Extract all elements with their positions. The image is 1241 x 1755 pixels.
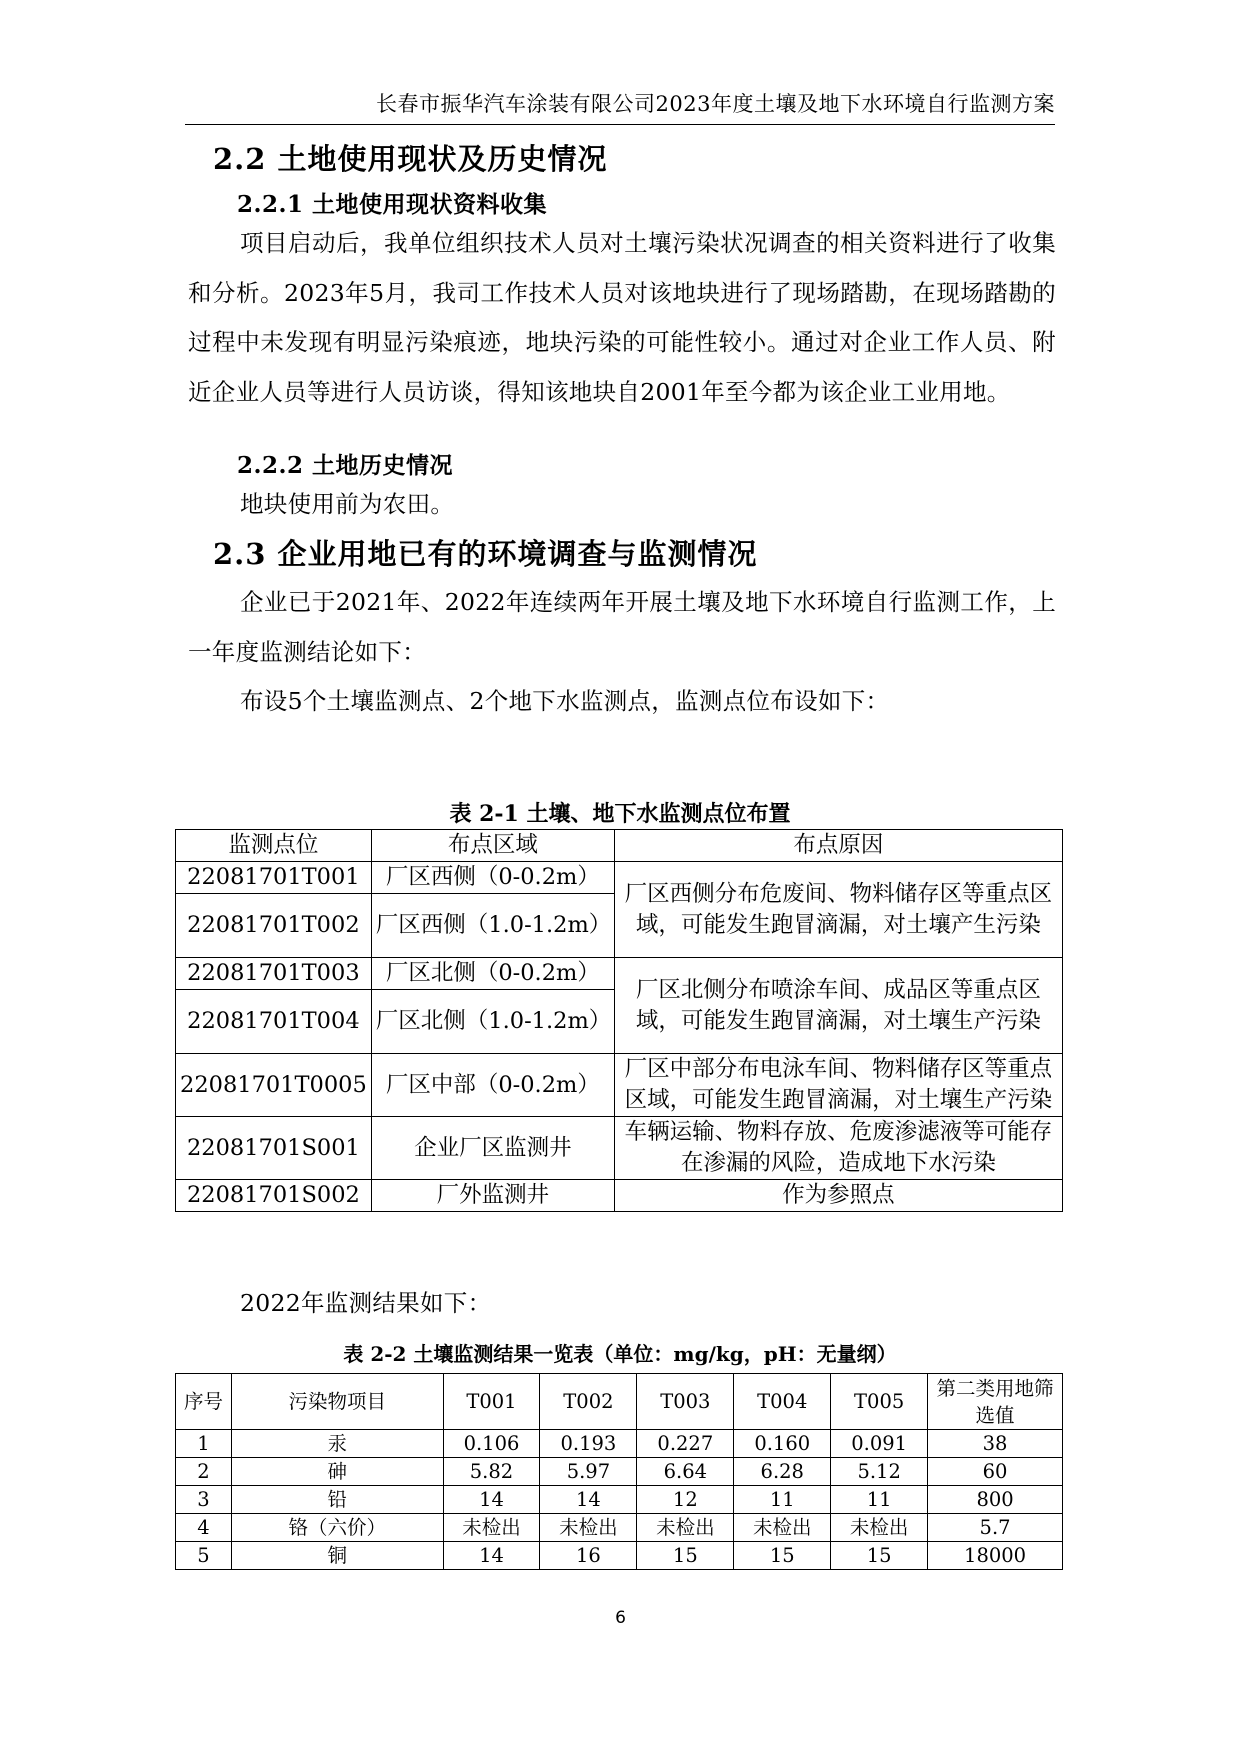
table-header-row: [176, 1374, 1063, 1430]
table-cell: 3: [176, 1486, 232, 1514]
header-cell: 布点区域: [371, 830, 614, 862]
section-2-2-title: 2.2 土地使用现状及历史情况: [213, 142, 608, 176]
section-2-2-2-title: 2.2.2 土地历史情况: [237, 452, 454, 479]
reason-cell: 作为参照点: [614, 1180, 1062, 1212]
point-id-cell: 22081701T001: [176, 862, 372, 894]
area-cell: 厂区北侧（0-0.2m）: [371, 958, 614, 990]
table-cell: 未检出: [734, 1514, 831, 1542]
table-cell: 15: [734, 1542, 831, 1570]
table-cell: 铅: [231, 1486, 443, 1514]
table-row: [176, 958, 1063, 990]
table-cell: 砷: [231, 1458, 443, 1486]
table-cell: 0.193: [540, 1430, 637, 1458]
table-cell: 0.160: [734, 1430, 831, 1458]
section-2-3-title: 2.3 企业用地已有的环境调查与监测情况: [213, 537, 758, 571]
area-cell: 厂区西侧（0-0.2m）: [371, 862, 614, 894]
table-cell: 0.106: [443, 1430, 540, 1458]
reason-cell: 厂区北侧分布喷涂车间、成品区等重点区域，可能发生跑冒滴漏，对土壤生产污染: [614, 958, 1062, 1054]
table-cell: 38: [928, 1430, 1063, 1458]
area-cell: 厂区中部（0-0.2m）: [371, 1054, 614, 1117]
table-cell: 14: [540, 1486, 637, 1514]
table-cell: 汞: [231, 1430, 443, 1458]
table-row: [176, 1180, 1063, 1212]
monitoring-points-table: [175, 829, 1063, 1212]
table-row: [176, 1514, 1063, 1542]
table-2-2-caption: 表 2-2 土壤监测结果一览表（单位：mg/kg，pH：无量纲）: [343, 1342, 897, 1366]
table-row: [176, 1117, 1063, 1180]
table-cell: 6.64: [637, 1458, 734, 1486]
reason-cell: 车辆运输、物料存放、危废渗滤液等可能存在渗漏的风险，造成地下水污染: [614, 1117, 1062, 1180]
table-cell: 15: [831, 1542, 928, 1570]
table-cell: 14: [443, 1542, 540, 1570]
table-cell: 2: [176, 1458, 232, 1486]
point-id-cell: 22081701T0005: [176, 1054, 372, 1117]
table-cell: 11: [831, 1486, 928, 1514]
header-cell: 第二类用地筛选值: [928, 1374, 1063, 1430]
point-id-cell: 22081701S001: [176, 1117, 372, 1180]
table-cell: 800: [928, 1486, 1063, 1514]
table-cell: 5.7: [928, 1514, 1063, 1542]
table-cell: 未检出: [540, 1514, 637, 1542]
table-cell: 16: [540, 1542, 637, 1570]
table-cell: 0.091: [831, 1430, 928, 1458]
page-header: 长春市振华汽车涂装有限公司2023年度土壤及地下水环境自行监测方案: [185, 88, 1055, 125]
header-cell: 序号: [176, 1374, 232, 1430]
table-cell: 6.28: [734, 1458, 831, 1486]
table-cell: 60: [928, 1458, 1063, 1486]
reason-cell: 厂区中部分布电泳车间、物料储存区等重点区域，可能发生跑冒滴漏，对土壤生产污染: [614, 1054, 1062, 1117]
table-cell: 5.97: [540, 1458, 637, 1486]
table-row: [176, 862, 1063, 894]
table-cell: 5: [176, 1542, 232, 1570]
table-cell: 1: [176, 1430, 232, 1458]
table-cell: 15: [637, 1542, 734, 1570]
soil-results-table: [175, 1373, 1063, 1570]
point-id-cell: 22081701S002: [176, 1180, 372, 1212]
header-cell: 布点原因: [614, 830, 1062, 862]
area-cell: 厂区西侧（1.0-1.2m）: [371, 894, 614, 958]
section-2-2-1-title: 2.2.1 土地使用现状资料收集: [237, 191, 548, 218]
area-cell: 企业厂区监测井: [371, 1117, 614, 1180]
table-cell: 铜: [231, 1542, 443, 1570]
section-2-2-2-paragraph: 地块使用前为农田。: [240, 490, 455, 518]
reason-cell: 厂区西侧分布危废间、物料储存区等重点区域，可能发生跑冒滴漏，对土壤产生污染: [614, 862, 1062, 958]
table-header-row: [176, 830, 1063, 862]
table-cell: 未检出: [831, 1514, 928, 1542]
table-cell: 0.227: [637, 1430, 734, 1458]
table-2-1-caption: 表 2-1 土壤、地下水监测点位布置: [449, 801, 791, 827]
point-id-cell: 22081701T002: [176, 894, 372, 958]
point-id-cell: 22081701T003: [176, 958, 372, 990]
header-cell: T004: [734, 1374, 831, 1430]
header-cell: T001: [443, 1374, 540, 1430]
table-cell: 12: [637, 1486, 734, 1514]
table-cell: 未检出: [637, 1514, 734, 1542]
point-id-cell: 22081701T004: [176, 990, 372, 1054]
results-intro: 2022年监测结果如下：: [240, 1289, 492, 1317]
section-2-3-paragraph-1: 企业已于2021年、2022年连续两年开展土壤及地下水环境自行监测工作，上一年度监测结论如下：: [188, 588, 1056, 666]
table-cell: 11: [734, 1486, 831, 1514]
page-number: 6: [615, 1608, 626, 1628]
section-2-3-paragraph-2: 布设5个土壤监测点、2个地下水监测点，监测点位布设如下：: [240, 687, 890, 715]
area-cell: 厂外监测井: [371, 1180, 614, 1212]
area-cell: 厂区北侧（1.0-1.2m）: [371, 990, 614, 1054]
table-row: [176, 1054, 1063, 1117]
table-cell: 5.12: [831, 1458, 928, 1486]
table-row: [176, 1542, 1063, 1570]
table-cell: 5.82: [443, 1458, 540, 1486]
section-2-2-1-paragraph: 项目启动后，我单位组织技术人员对土壤污染状况调查的相关资料进行了收集和分析。2023年5月，我司工作技术人员对该地块进行了现场踏勘，在现场踏勘的过程中未发现有明显污染痕迹，地块污染的可能性较小。通过对企业工作人员、附近企业人员等进行人员访谈，得知该地块自2001年至今都为该企业工业用地。: [188, 229, 1056, 406]
header-cell: 监测点位: [176, 830, 372, 862]
table-row: [176, 1458, 1063, 1486]
table-row: [176, 1486, 1063, 1514]
header-cell: 污染物项目: [231, 1374, 443, 1430]
table-row: [176, 1430, 1063, 1458]
table-cell: 18000: [928, 1542, 1063, 1570]
header-cell: T005: [831, 1374, 928, 1430]
table-cell: 未检出: [443, 1514, 540, 1542]
header-cell: T003: [637, 1374, 734, 1430]
table-cell: 14: [443, 1486, 540, 1514]
table-cell: 铬（六价）: [231, 1514, 443, 1542]
table-cell: 4: [176, 1514, 232, 1542]
header-cell: T002: [540, 1374, 637, 1430]
